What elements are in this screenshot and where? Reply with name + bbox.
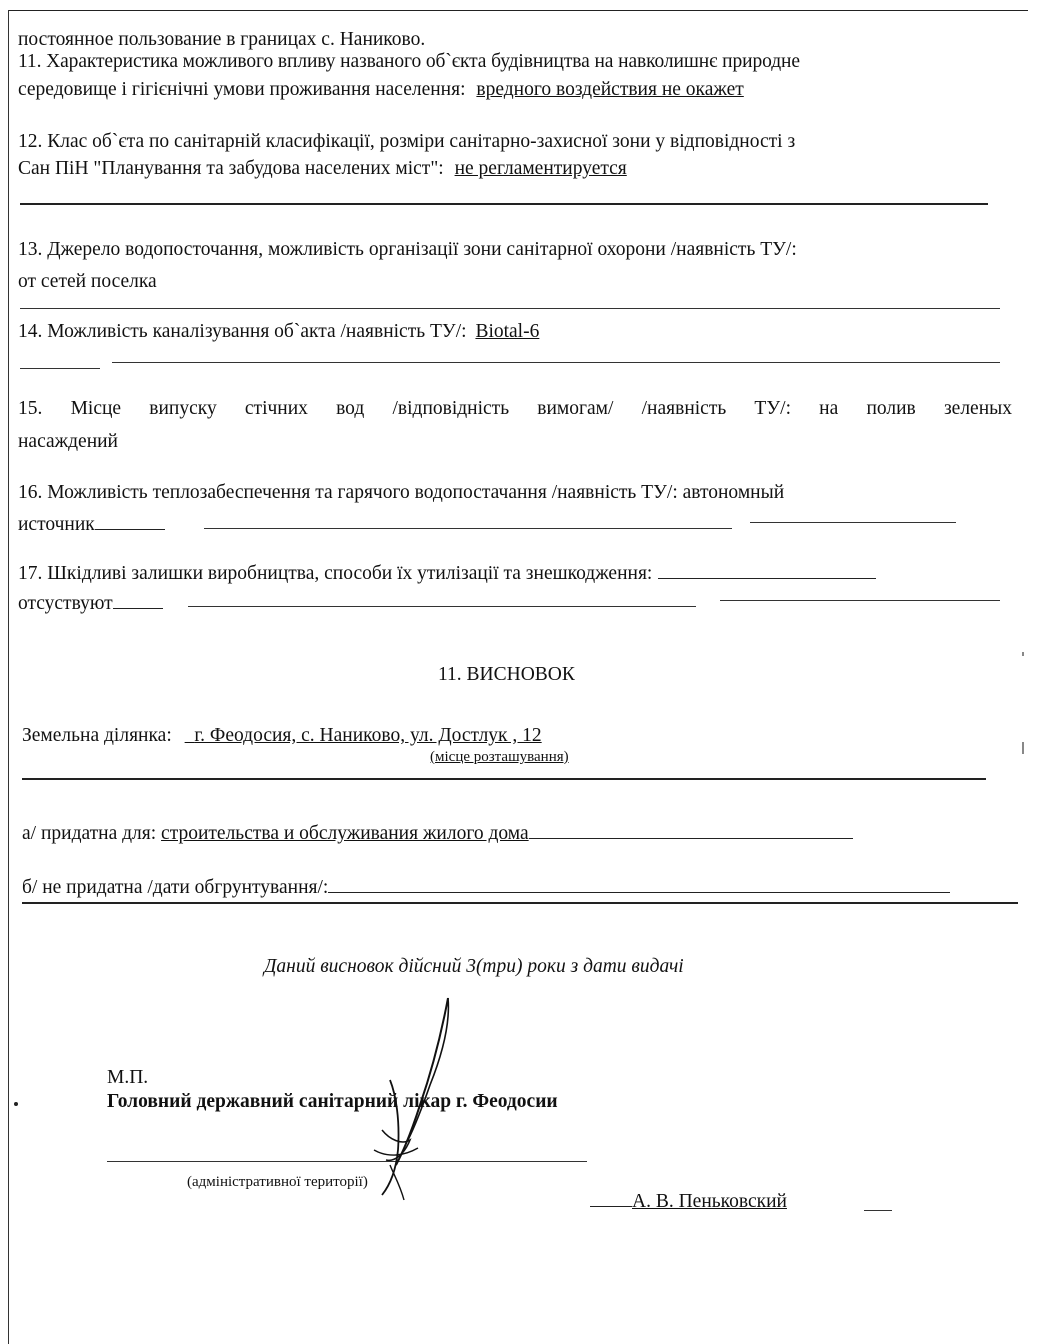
item13-line2: от сетей поселка	[18, 271, 157, 292]
signer-name-line	[590, 1188, 787, 1214]
item13-line1: 13. Джерело водопосточання, можливість організації зони санітарної охорони /наявність ТУ/:	[18, 239, 797, 260]
signer-name: А. В. Пеньковский	[632, 1191, 787, 1212]
territory-caption: (адміністративної території)	[187, 1174, 368, 1190]
page-top-border	[8, 10, 1028, 12]
plot-rule	[22, 778, 986, 780]
item12-line1: 12. Клас об`єта по санітарній класифікації, розміри санітарно-захисної зони у відповідності з	[18, 131, 796, 152]
conclusion-heading: 11. ВИСНОВОК	[438, 664, 575, 685]
plot-caption: (місце розташування)	[430, 749, 569, 765]
item14-rule-b	[112, 362, 1000, 363]
item17-value: отсуствуют	[18, 593, 113, 614]
validity-note: Даний висновок дійсний 3(три) роки з дати видачі	[264, 956, 684, 977]
suitable-line	[22, 820, 853, 846]
unsuitable-label: б/ не придатна /дати обгрунтування/:	[22, 877, 329, 898]
stamp-label: М.П.	[107, 1067, 149, 1088]
scan-mark-right-2	[1022, 652, 1024, 656]
signer-tail-rule	[864, 1210, 892, 1211]
item16-blank-a	[95, 511, 165, 530]
item11-line1: 11. Характеристика можливого впливу названого об`єкта будівництва на навколишнє природне	[18, 51, 800, 72]
item12-rule	[20, 203, 988, 205]
plot-label: Земельна ділянка:	[22, 725, 172, 746]
signer-title: Головний державний санітарний лікар г. Феодосии	[107, 1091, 558, 1112]
item15-line2: насаждений	[18, 431, 118, 452]
item17-line1	[18, 560, 876, 586]
suitable-blank	[529, 820, 853, 839]
item17-rule-c	[720, 600, 1000, 601]
item16-value: источник	[18, 514, 95, 535]
signer-name-blank	[590, 1188, 632, 1207]
item16-rule-b	[204, 528, 732, 529]
item11-line2	[18, 78, 744, 102]
suitable-label: а/ придатна для:	[22, 823, 157, 844]
scan-mark-right	[1022, 742, 1024, 754]
plot-value	[185, 725, 542, 746]
item12-label: Сан ПіН "Планування та забудова населених міст":	[18, 158, 444, 179]
item17-blank-a	[113, 590, 163, 609]
plot-value-text: г. Феодосия, с. Наниково, ул. Достлук , 12	[194, 725, 542, 746]
item16-line1: 16. Можливість теплозабеспечення та гарячого водопостачання /наявність ТУ/: автономный	[18, 482, 785, 503]
item17-label: 17. Шкідливі залишки виробництва, способи їх утилізації та знешкодження:	[18, 563, 653, 584]
item14-value: Biotal-6	[475, 321, 540, 342]
item17-line2	[18, 590, 163, 616]
territory-rule	[107, 1161, 587, 1162]
unsuitable-line	[22, 874, 950, 900]
item11-value: вредного воздействия не окажет	[476, 79, 744, 100]
unsuitable-rule	[22, 902, 1018, 904]
item11-label: середовище і гігієнічні умови проживання населення:	[18, 79, 466, 100]
item17-rule-b	[188, 606, 696, 607]
unsuitable-blank	[328, 874, 950, 893]
item16-line2	[18, 511, 165, 537]
item12-line2	[18, 157, 627, 181]
handwritten-signature	[360, 990, 480, 1210]
suitable-value: строительства и обслуживания жилого дома	[161, 823, 529, 844]
item14-line1	[18, 320, 539, 344]
item12-value: не регламентируется	[454, 158, 627, 179]
continuation-line: постоянное пользование в границах с. Наниково.	[18, 29, 426, 50]
item17-blank	[658, 560, 876, 579]
scan-mark	[14, 1102, 18, 1106]
item16-rule-c	[750, 522, 956, 523]
item15-line1: 15. Місце випуску стічних вод /відповідність вимогам/ /наявність ТУ/: на полив зеленых	[18, 398, 1012, 419]
page-left-border	[8, 10, 10, 1344]
item14-label: 14. Можливість каналізування об`акта /наявність ТУ/:	[18, 321, 467, 342]
item14-rule-a	[20, 368, 100, 369]
item13-rule	[20, 308, 1000, 309]
